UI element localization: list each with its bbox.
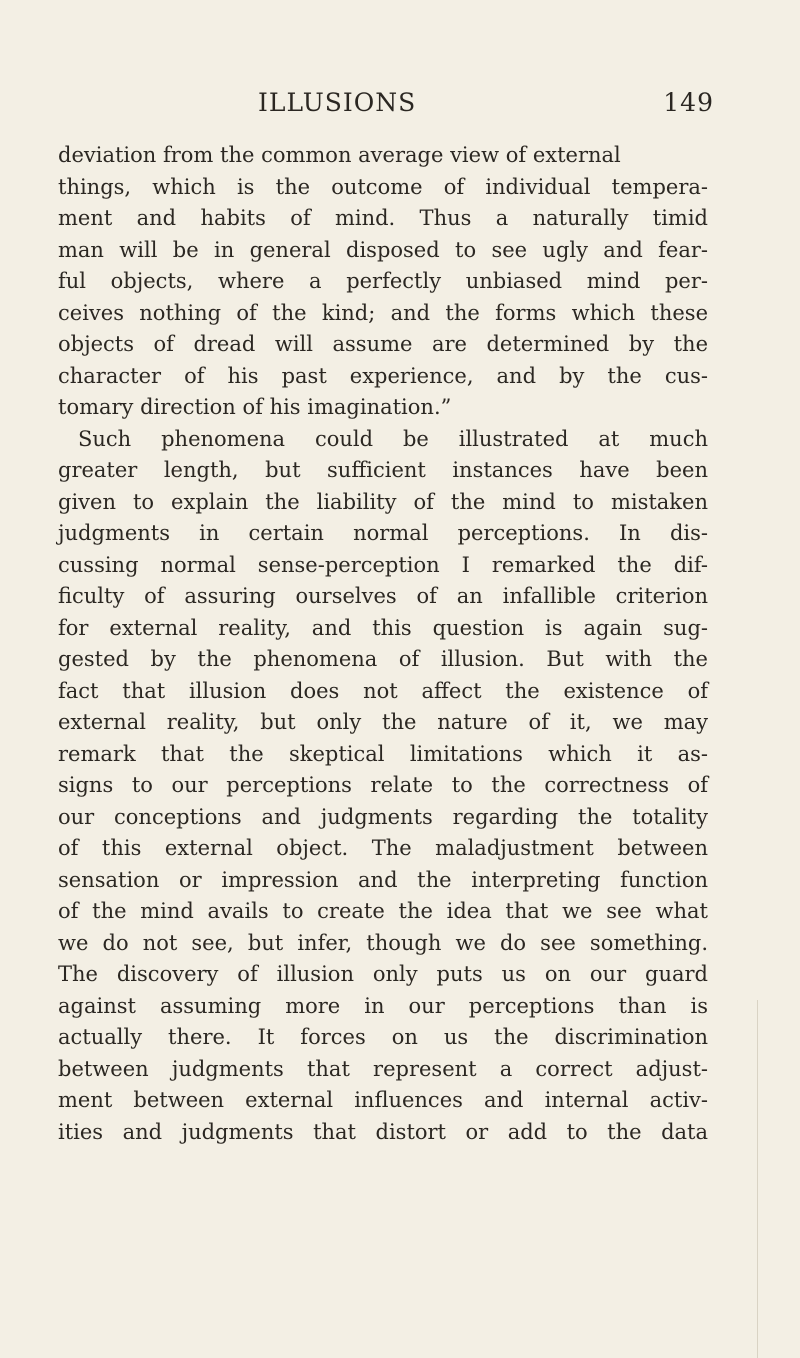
text-line: ful objects, where a perfectly unbiased mind per- bbox=[58, 269, 708, 293]
text-line: deviation from the common average view of external bbox=[58, 143, 621, 167]
text-line: of the mind avails to create the idea that we see what bbox=[58, 899, 708, 923]
text-line: judgments in certain normal perceptions. In dis- bbox=[58, 521, 708, 545]
page-edge-shadow bbox=[757, 1000, 758, 1358]
text-line: ficulty of assuring ourselves of an infallible criterion bbox=[58, 584, 708, 608]
text-line: for external reality, and this question is again sug- bbox=[58, 615, 708, 640]
text-line: character of his past experience, and by the cus- bbox=[58, 363, 708, 388]
text-line: greater length, but sufficient instances have been bbox=[58, 458, 708, 482]
text-line: we do not see, but infer, though we do see something. bbox=[58, 930, 708, 955]
text-line: of this external object. The maladjustment between bbox=[58, 836, 708, 860]
text-line: remark that the skeptical limitations which it as- bbox=[58, 741, 708, 766]
text-line: signs to our perceptions relate to the correctness of bbox=[58, 773, 708, 797]
text-line: cussing normal sense-perception I remarked the dif- bbox=[58, 552, 708, 577]
running-title: ILLUSIONS bbox=[258, 88, 417, 117]
text-line: ities and judgments that distort or add to the data bbox=[58, 1119, 708, 1144]
text-line: The discovery of illusion only puts us on our guard bbox=[58, 962, 708, 986]
body-text bbox=[58, 140, 708, 1148]
text-line: our conceptions and judgments regarding the totality bbox=[58, 804, 708, 829]
page-number: 149 bbox=[663, 88, 714, 117]
text-line: gested by the phenomena of illusion. But with the bbox=[58, 647, 708, 671]
text-line: ceives nothing of the kind; and the forms which these bbox=[58, 300, 708, 325]
text-line: between judgments that represent a correct adjust- bbox=[58, 1056, 708, 1081]
text-line: external reality, but only the nature of it, we may bbox=[58, 710, 708, 734]
text-line: given to explain the liability of the mind to mistaken bbox=[58, 489, 708, 514]
running-head bbox=[258, 88, 714, 128]
text-line: actually there. It forces on us the discrimination bbox=[58, 1025, 708, 1049]
text-line: man will be in general disposed to see ugly and fear- bbox=[58, 237, 708, 262]
text-line: ment and habits of mind. Thus a naturally timid bbox=[58, 206, 708, 230]
text-line: Such phenomena could be illustrated at much bbox=[78, 426, 708, 451]
text-line: fact that illusion does not affect the existence of bbox=[58, 678, 708, 703]
text-line: sensation or impression and the interpreting function bbox=[58, 867, 708, 892]
text-line: things, which is the outcome of individual tempera- bbox=[58, 174, 708, 199]
text-line: against assuming more in our perceptions than is bbox=[58, 993, 708, 1018]
text-line: objects of dread will assume are determined by the bbox=[58, 332, 708, 356]
text-line: ment between external influences and internal activ- bbox=[58, 1088, 708, 1112]
text-line: tomary direction of his imagination.” bbox=[58, 395, 452, 419]
